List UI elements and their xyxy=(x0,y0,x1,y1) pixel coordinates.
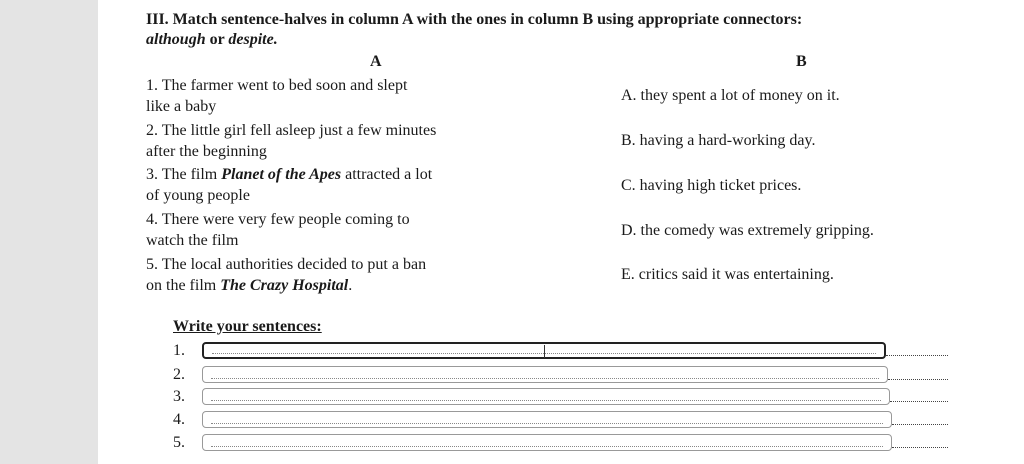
answer-row-number: 1. xyxy=(173,342,185,359)
column-a-item-5-line1: 5. The local authorities decided to put a ban xyxy=(146,256,427,273)
column-a-item-4-line1: 4. There were very few people coming to xyxy=(146,211,410,228)
answer-dotted-line xyxy=(888,378,948,380)
column-a-item-3 xyxy=(146,164,546,206)
answer-dotted-line xyxy=(892,446,948,448)
answer-row-number: 3. xyxy=(173,388,185,405)
answer-field-4[interactable] xyxy=(202,411,892,428)
column-a-item-5 xyxy=(146,254,546,296)
answer-row-number: 4. xyxy=(173,411,185,428)
column-a-item-5-post: . xyxy=(348,277,353,294)
film-title-crazy-hospital: The Crazy Hospital xyxy=(220,277,349,294)
column-a-item-4-line2: watch the film xyxy=(146,232,239,249)
column-b-item-d: D. the comedy was extremely gripping. xyxy=(621,222,874,239)
column-b-item-b: B. having a hard-working day. xyxy=(621,132,816,149)
column-b-item-a: A. they spent a lot of money on it. xyxy=(621,87,840,104)
column-a-item-2-line1: 2. The little girl fell asleep just a few minutes xyxy=(146,122,437,139)
answer-dotted-line xyxy=(886,354,948,356)
answer-row-number: 5. xyxy=(173,434,185,451)
answer-field-5[interactable] xyxy=(202,434,892,451)
column-a-item-2 xyxy=(146,120,546,162)
column-a-item-3-pre: 3. The film xyxy=(146,166,222,183)
column-a-item-5-pre: on the film xyxy=(146,277,221,294)
column-a-item-1-line1: 1. The farmer went to bed soon and slept xyxy=(146,77,408,94)
worksheet-page xyxy=(98,0,1024,464)
instructions-lead: III. Match sentence-halves in column A with the ones in column B using appropriate connectors: xyxy=(146,11,803,28)
connector-or: or xyxy=(209,31,225,48)
column-a-item-1-line2: like a baby xyxy=(146,98,217,115)
column-a-item-3-post: attracted a lot xyxy=(341,166,433,183)
answer-dotted-line xyxy=(892,423,948,425)
film-title-planet-of-the-apes: Planet of the Apes xyxy=(221,166,342,183)
answer-field-3[interactable] xyxy=(202,388,890,405)
column-a-item-4 xyxy=(146,209,546,251)
column-a-item-2-line2: after the beginning xyxy=(146,143,267,160)
column-b-item-c: C. having high ticket prices. xyxy=(621,177,802,194)
column-a-item-1 xyxy=(146,75,546,117)
connector-although: although xyxy=(146,31,206,48)
write-sentences-heading: Write your sentences: xyxy=(173,318,322,335)
answer-dotted-line xyxy=(890,400,948,402)
answer-field-2[interactable] xyxy=(202,366,888,383)
answer-row-number: 2. xyxy=(173,366,185,383)
exercise-instructions xyxy=(146,10,1016,50)
text-caret xyxy=(544,345,545,358)
column-b-item-e: E. critics said it was entertaining. xyxy=(621,266,834,283)
column-a-header: A xyxy=(370,53,382,70)
connector-despite: despite. xyxy=(228,31,278,48)
answer-field-1[interactable] xyxy=(202,342,886,359)
column-b-header: B xyxy=(796,53,807,70)
column-a-item-3-line2: of young people xyxy=(146,187,250,204)
